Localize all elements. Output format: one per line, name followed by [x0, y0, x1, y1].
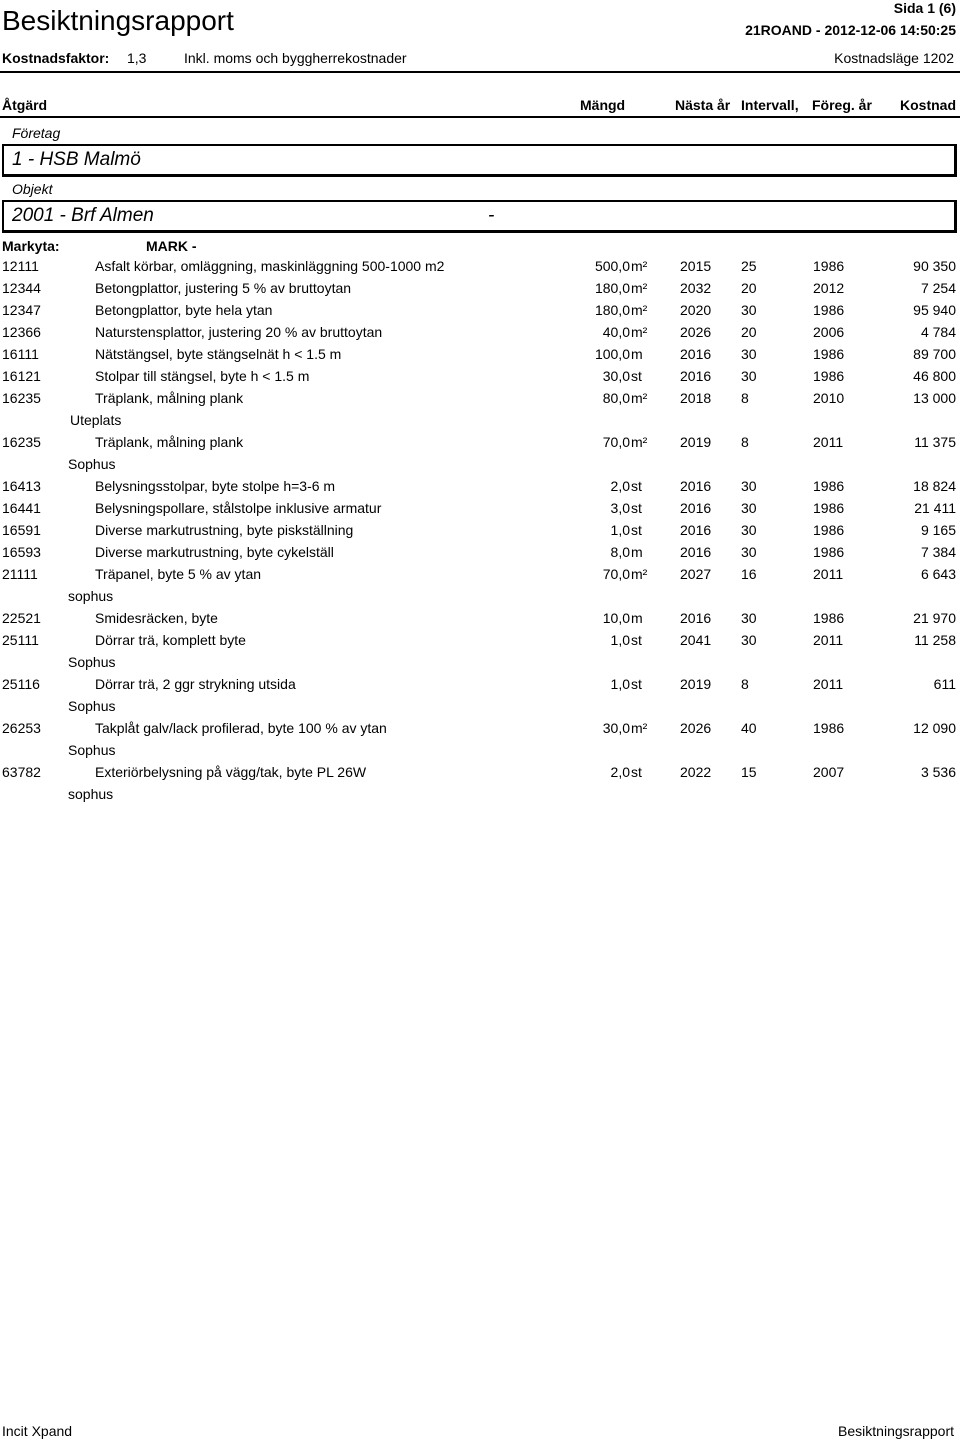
section-label: Markyta:: [2, 238, 60, 254]
item-code: 12344: [2, 280, 41, 296]
cost-note: Inkl. moms och byggherrekostnader: [184, 50, 407, 66]
item-prev-year: 1986: [813, 478, 845, 494]
table-row: [0, 346, 960, 368]
item-code: 16235: [2, 434, 41, 450]
table-row: [0, 566, 960, 588]
object-box: [2, 200, 957, 233]
item-location-note: Sophus: [68, 698, 116, 714]
item-unit: st: [631, 632, 642, 648]
table-row: [0, 434, 960, 456]
item-prev-year: 1986: [813, 302, 845, 318]
item-quantity: 3,0: [610, 500, 630, 516]
item-unit: st: [631, 368, 642, 384]
item-code: 25111: [2, 632, 39, 648]
item-interval: 30: [741, 500, 757, 516]
table-row: [0, 764, 960, 786]
table-row: [0, 720, 960, 742]
item-prev-year: 2006: [813, 324, 845, 340]
item-interval: 30: [741, 544, 757, 560]
item-next-year: 2027: [680, 566, 712, 582]
item-quantity: 30,0: [602, 368, 630, 384]
item-description: Dörrar trä, 2 ggr strykning utsida: [95, 676, 296, 692]
item-code: 25116: [2, 676, 40, 692]
item-prev-year: 2010: [813, 390, 845, 406]
item-code: 16121: [2, 368, 41, 384]
item-prev-year: 2012: [813, 280, 845, 296]
item-cost: 11 258: [914, 632, 956, 648]
col-next-year: Nästa år: [675, 97, 731, 113]
item-interval: 30: [741, 346, 757, 362]
item-unit: st: [631, 478, 642, 494]
table-row: [0, 610, 960, 632]
item-code: 12347: [2, 302, 41, 318]
item-description: Naturstensplattor, justering 20 % av bruttoytan: [95, 324, 383, 340]
table-row: [0, 390, 960, 412]
cost-factor-label: Kostnadsfaktor:: [2, 50, 110, 66]
company-label: Företag: [12, 125, 61, 141]
item-description: Belysningsstolpar, byte stolpe h=3-6 m: [95, 478, 336, 494]
item-description: Stolpar till stängsel, byte h < 1.5 m: [95, 368, 310, 384]
item-quantity: 80,0: [602, 390, 630, 406]
item-unit: m²: [631, 390, 648, 406]
item-prev-year: 1986: [813, 368, 845, 384]
item-description: Träplank, målning plank: [95, 390, 244, 406]
item-unit: st: [631, 500, 642, 516]
section-name: MARK -: [146, 238, 197, 254]
report-id: 21ROAND - 2012-12-06 14:50:25: [745, 22, 956, 38]
item-interval: 30: [741, 302, 757, 318]
item-interval: 30: [741, 522, 757, 538]
item-unit: st: [631, 676, 642, 692]
item-unit: st: [631, 522, 642, 538]
footer-right: Besiktningsrapport: [838, 1423, 954, 1439]
table-row: [0, 544, 960, 566]
item-code: 63782: [2, 764, 41, 780]
col-prev-year: Föreg. år: [812, 97, 872, 113]
item-next-year: 2016: [680, 500, 712, 516]
item-interval: 30: [741, 632, 757, 648]
item-code: 12111: [2, 258, 39, 274]
col-action: Åtgärd: [2, 97, 48, 113]
table-row: [0, 500, 960, 522]
item-location-note: Sophus: [68, 742, 116, 758]
item-prev-year: 2007: [813, 764, 845, 780]
item-prev-year: 2011: [813, 434, 844, 450]
item-description: Diverse markutrustning, byte piskställning: [95, 522, 354, 538]
item-next-year: 2016: [680, 522, 712, 538]
table-row: [0, 632, 960, 654]
item-cost: 3 536: [920, 764, 956, 780]
item-prev-year: 2011: [813, 676, 844, 692]
table-row: [0, 522, 960, 544]
item-next-year: 2026: [680, 324, 712, 340]
item-prev-year: 2011: [813, 566, 844, 582]
table-row: [0, 258, 960, 280]
object-value: 2001 - Brf Almen: [12, 205, 154, 226]
item-quantity: 70,0: [602, 434, 630, 450]
item-next-year: 2016: [680, 544, 712, 560]
item-cost: 18 824: [913, 478, 956, 494]
item-code: 16413: [2, 478, 41, 494]
item-description: Träplank, målning plank: [95, 434, 244, 450]
item-next-year: 2016: [680, 478, 712, 494]
item-code: 16111: [2, 346, 39, 362]
item-next-year: 2032: [680, 280, 712, 296]
item-code: 16593: [2, 544, 41, 560]
item-cost: 7 254: [920, 280, 956, 296]
item-description: Betongplattor, justering 5 % av bruttoytan: [95, 280, 352, 296]
item-prev-year: 1986: [813, 544, 845, 560]
item-cost: 13 000: [913, 390, 956, 406]
header-rule: [0, 71, 960, 73]
item-unit: m²: [631, 324, 648, 340]
item-cost: 46 800: [913, 368, 956, 384]
item-prev-year: 1986: [813, 346, 845, 362]
item-location-note: Sophus: [68, 654, 116, 670]
item-unit: m: [631, 544, 643, 560]
item-cost: 9 165: [920, 522, 956, 538]
item-cost: 4 784: [920, 324, 956, 340]
item-prev-year: 1986: [813, 522, 845, 538]
item-unit: m: [631, 610, 643, 626]
column-header-rule: [0, 116, 960, 118]
item-interval: 25: [741, 258, 757, 274]
report-title: Besiktningsrapport: [2, 5, 234, 36]
item-quantity: 10,0: [602, 610, 630, 626]
item-cost: 90 350: [913, 258, 956, 274]
item-prev-year: 1986: [813, 258, 845, 274]
item-quantity: 2,0: [610, 764, 630, 780]
item-description: Belysningspollare, stålstolpe inklusive armatur: [95, 500, 382, 516]
item-interval: 20: [741, 280, 757, 296]
item-code: 22521: [2, 610, 41, 626]
item-prev-year: 1986: [813, 500, 845, 516]
item-location-note: Uteplats: [70, 412, 122, 428]
item-quantity: 180,0: [594, 280, 630, 296]
item-description: Smidesräcken, byte: [95, 610, 218, 626]
item-unit: m: [631, 346, 643, 362]
item-quantity: 1,0: [610, 522, 630, 538]
item-cost: 95 940: [913, 302, 956, 318]
company-value: 1 - HSB Malmö: [12, 149, 141, 170]
item-cost: 12 090: [913, 720, 956, 736]
item-cost: 611: [933, 676, 956, 692]
item-next-year: 2020: [680, 302, 712, 318]
item-next-year: 2015: [680, 258, 712, 274]
item-unit: m²: [631, 434, 648, 450]
item-quantity: 40,0: [602, 324, 630, 340]
item-quantity: 1,0: [610, 676, 630, 692]
item-interval: 8: [741, 390, 749, 406]
table-row: [0, 478, 960, 500]
item-cost: 7 384: [920, 544, 956, 560]
item-description: Diverse markutrustning, byte cykelställ: [95, 544, 334, 560]
item-cost: 21 970: [913, 610, 956, 626]
item-quantity: 100,0: [594, 346, 630, 362]
item-quantity: 1,0: [610, 632, 630, 648]
table-row: [0, 676, 960, 698]
item-cost: 89 700: [913, 346, 956, 362]
footer-left: Incit Xpand: [2, 1423, 73, 1439]
item-quantity: 2,0: [610, 478, 630, 494]
item-interval: 30: [741, 368, 757, 384]
item-interval: 30: [741, 478, 757, 494]
item-unit: m²: [631, 280, 648, 296]
item-unit: m²: [631, 258, 648, 274]
item-next-year: 2026: [680, 720, 712, 736]
item-quantity: 500,0: [594, 258, 630, 274]
item-description: Asfalt körbar, omläggning, maskinläggning 500-1000 m2: [95, 258, 445, 274]
table-row: [0, 302, 960, 324]
item-cost: 21 411: [914, 500, 956, 516]
object-dash: -: [488, 205, 495, 226]
object-label: Objekt: [12, 181, 53, 197]
item-unit: m²: [631, 302, 648, 318]
item-cost: 11 375: [914, 434, 956, 450]
col-interval: Intervall,: [741, 97, 799, 113]
item-next-year: 2019: [680, 676, 712, 692]
table-row: [0, 280, 960, 302]
company-box: [2, 144, 957, 177]
item-interval: 40: [741, 720, 757, 736]
item-location-note: Sophus: [68, 456, 116, 472]
page-number: Sida 1 (6): [893, 0, 956, 16]
item-location-note: sophus: [68, 786, 114, 802]
item-interval: 15: [741, 764, 757, 780]
item-next-year: 2016: [680, 346, 712, 362]
item-description: Nätstängsel, byte stängselnät h < 1.5 m: [95, 346, 342, 362]
item-cost: 6 643: [920, 566, 956, 582]
item-code: 12366: [2, 324, 41, 340]
item-interval: 8: [741, 676, 749, 692]
item-code: 26253: [2, 720, 41, 736]
item-interval: 8: [741, 434, 749, 450]
item-quantity: 8,0: [610, 544, 630, 560]
item-next-year: 2022: [680, 764, 712, 780]
item-description: Takplåt galv/lack profilerad, byte 100 % av ytan: [95, 720, 387, 736]
item-code: 16591: [2, 522, 41, 538]
item-code: 16235: [2, 390, 41, 406]
item-description: Exteriörbelysning på vägg/tak, byte PL 26W: [95, 764, 367, 780]
item-next-year: 2041: [680, 632, 712, 648]
col-cost: Kostnad: [900, 97, 956, 113]
item-prev-year: 2011: [813, 632, 844, 648]
item-interval: 30: [741, 610, 757, 626]
item-prev-year: 1986: [813, 720, 845, 736]
item-location-note: sophus: [68, 588, 114, 604]
item-description: Träpanel, byte 5 % av ytan: [95, 566, 262, 582]
item-description: Dörrar trä, komplett byte: [95, 632, 246, 648]
item-interval: 16: [741, 566, 757, 582]
item-code: 21111: [2, 566, 38, 582]
item-prev-year: 1986: [813, 610, 845, 626]
item-next-year: 2019: [680, 434, 712, 450]
item-interval: 20: [741, 324, 757, 340]
item-next-year: 2018: [680, 390, 712, 406]
table-row: [0, 324, 960, 346]
item-next-year: 2016: [680, 610, 712, 626]
item-next-year: 2016: [680, 368, 712, 384]
item-description: Betongplattor, byte hela ytan: [95, 302, 273, 318]
item-code: 16441: [2, 500, 41, 516]
cost-factor-value: 1,3: [127, 50, 147, 66]
item-unit: m²: [631, 566, 648, 582]
item-quantity: 30,0: [602, 720, 630, 736]
item-quantity: 180,0: [594, 302, 630, 318]
cost-level: Kostnadsläge 1202: [834, 50, 954, 66]
table-row: [0, 368, 960, 390]
item-unit: st: [631, 764, 642, 780]
col-quantity: Mängd: [580, 97, 626, 113]
item-quantity: 70,0: [602, 566, 630, 582]
item-unit: m²: [631, 720, 648, 736]
